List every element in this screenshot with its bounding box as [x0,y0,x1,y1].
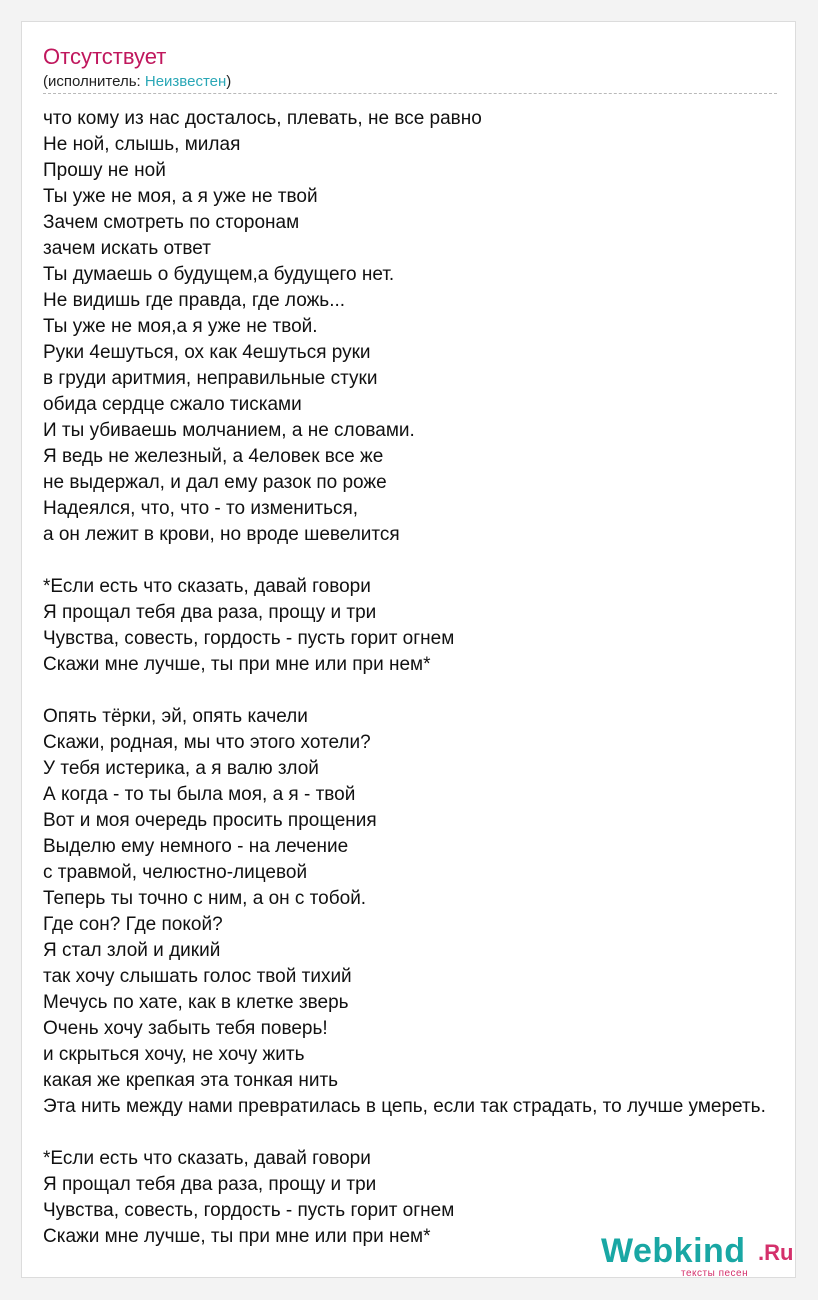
lyric-line: Опять тёрки, эй, опять качели [43,706,308,727]
lyric-line: Скажи, родная, мы что этого хотели? [43,732,371,753]
lyric-line: Ты уже не моя,а я уже не твой. [43,316,318,337]
lyric-line: какая же крепкая эта тонкая нить [43,1070,339,1091]
lyric-line: Прошу не ной [43,160,166,181]
song-title: Отсутствует [43,44,167,69]
lyric-line: так хочу слышать голос твой тихий [43,966,352,987]
lyric-line: *Если есть что сказать, давай говори [43,576,371,597]
lyric-line: Скажи мне лучше, ты при мне или при нем* [43,1226,431,1247]
lyric-line: Где сон? Где покой? [43,914,223,935]
lyric-line: Чувства, совесть, гордость - пусть горит огнем [43,1200,455,1221]
lyric-line: Не видишь где правда, где ложь... [43,290,346,311]
lyric-line: *Если есть что сказать, давай говори [43,1148,371,1169]
lyric-line: зачем искать ответ [43,238,211,259]
lyric-line: Вот и моя очередь просить прощения [43,810,377,831]
lyric-line: и скрыться хочу, не хочу жить [43,1044,305,1065]
lyric-line: У тебя истерика, а я валю злой [43,758,319,779]
lyric-line: Руки 4ешуться, ох как 4ешуться руки [43,342,371,363]
lyric-blank-line [43,1120,803,1146]
lyric-line: И ты убиваешь молчанием, а не словами. [43,420,415,441]
artist-link[interactable]: Неизвестен [144,73,227,90]
lyric-line: а он лежит в крови, но вроде шевелится [43,524,400,545]
lyric-line: Не ной, слышь, милая [43,134,241,155]
lyric-line: Выделю ему немного - на лечение [43,836,349,857]
lyric-line: обида сердце сжало тисками [43,394,302,415]
lyrics-card [21,21,796,1278]
lyric-line: в груди аритмия, неправильные стуки [43,368,378,389]
lyric-line: Очень хочу забыть тебя поверь! [43,1018,328,1039]
lyric-line: что кому из нас досталось, плевать, не все равно [43,108,482,129]
lyric-line: Чувства, совесть, гордость - пусть горит огнем [43,628,455,649]
lyric-line: Мечусь по хате, как в клетке зверь [43,992,349,1013]
artist-line [43,72,231,92]
lyric-line: Теперь ты точно с ним, а он с тобой. [43,888,367,909]
artist-suffix: ) [226,73,232,90]
artist-prefix: (исполнитель: [43,73,145,90]
lyric-line: Скажи мне лучше, ты при мне или при нем* [43,654,431,675]
logo-tld-text: .Ru [758,1240,794,1265]
lyric-blank-line [43,678,803,704]
lyric-line: Я прощал тебя два раза, прощу и три [43,1174,377,1195]
lyric-line: Зачем смотреть по сторонам [43,212,300,233]
lyric-line: с травмой, челюстно-лицевой [43,862,308,883]
logo-main-text: Webkind [601,1232,746,1270]
logo-tagline: тексты песен [681,1268,749,1279]
lyric-line: Я прощал тебя два раза, прощу и три [43,602,377,623]
lyric-line: Я ведь не железный, а 4еловек все же [43,446,384,467]
lyric-line: Надеялся, что, что - то измениться, [43,498,359,519]
lyric-line: Ты уже не моя, а я уже не твой [43,186,318,207]
title-divider [43,93,777,94]
webkind-logo[interactable] [601,1232,801,1278]
lyric-line: не выдержал, и дал ему разок по роже [43,472,387,493]
lyric-line: А когда - то ты была моя, а я - твой [43,784,356,805]
lyric-line: Эта нить между нами превратилась в цепь, если так страдать, то лучше умереть. [43,1096,766,1117]
lyric-blank-line [43,548,803,574]
lyrics-text [43,106,803,1250]
lyric-line: Я стал злой и дикий [43,940,221,961]
lyric-line: Ты думаешь о будущем,а будущего нет. [43,264,395,285]
